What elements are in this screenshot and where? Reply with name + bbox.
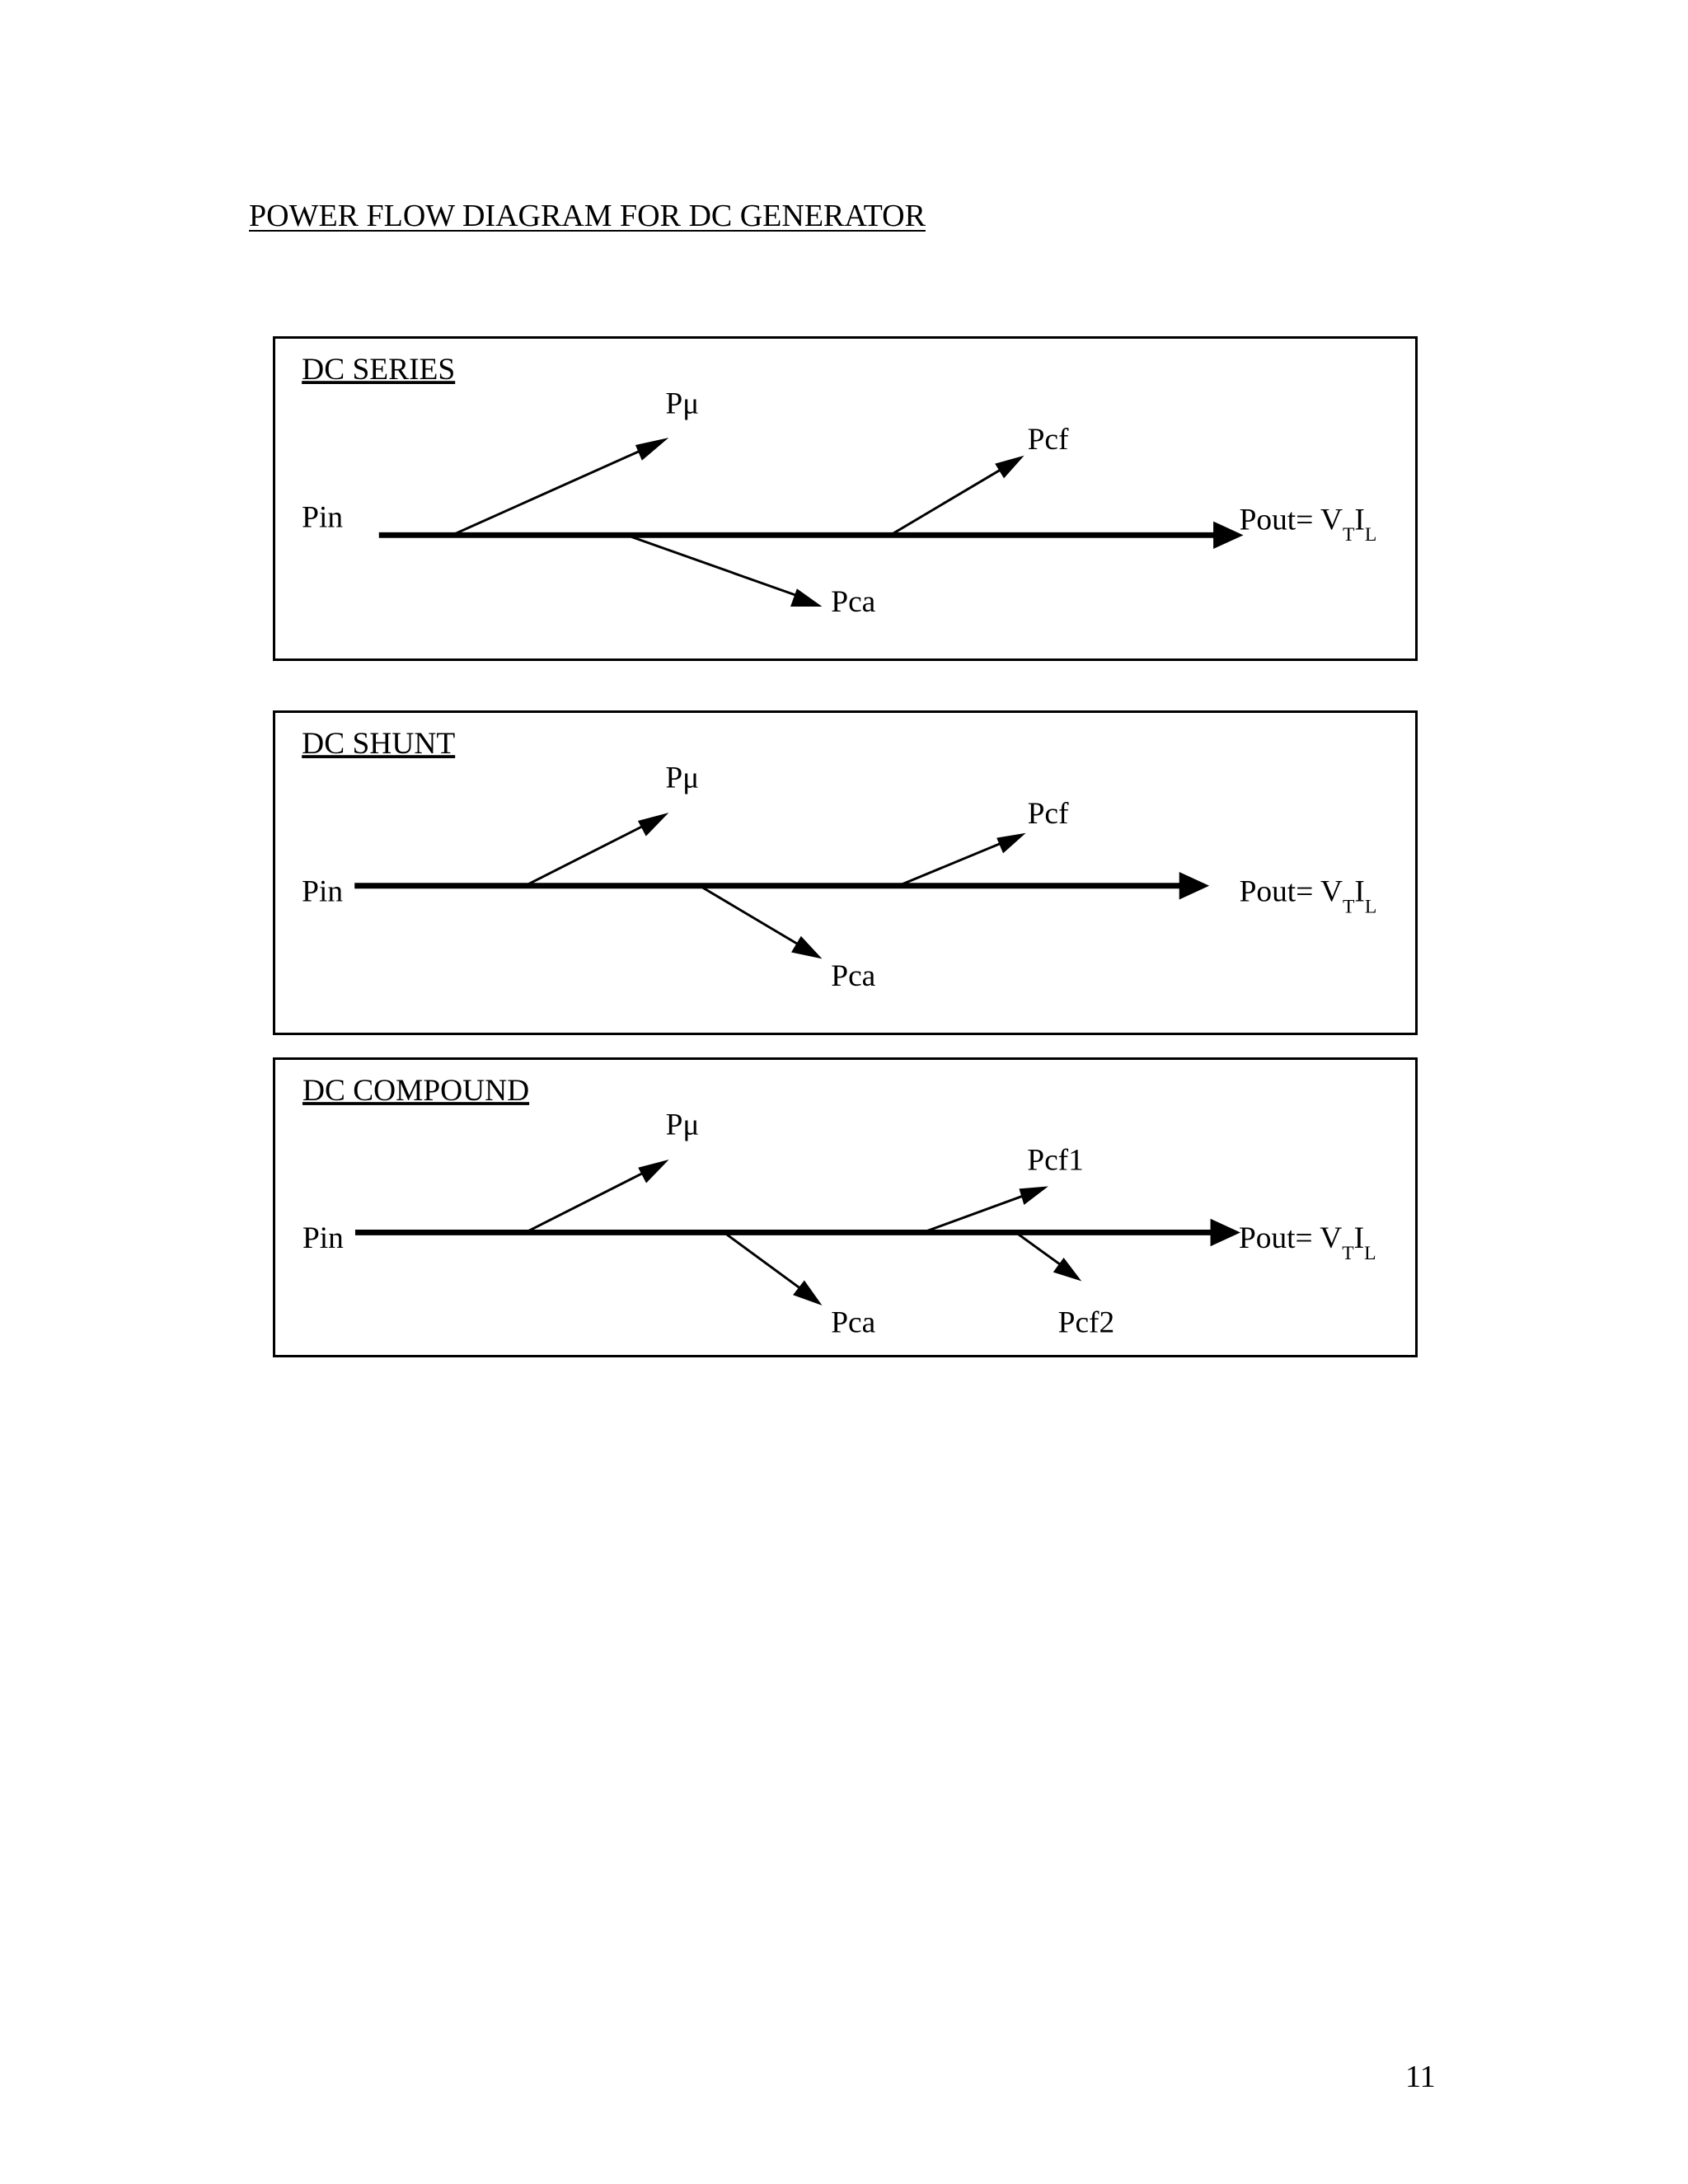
loss-branch-arrowhead: [638, 813, 668, 837]
page-title: POWER FLOW DIAGRAM FOR DC GENERATOR: [249, 199, 926, 233]
main-flow-arrowhead: [1179, 872, 1209, 899]
loss-label: Pca: [831, 958, 876, 993]
power-flow-diagram-series: [275, 339, 1415, 658]
loss-branch-arrowhead: [793, 1281, 822, 1305]
loss-branch-arrowhead: [638, 1160, 668, 1183]
input-label: Pin: [302, 500, 344, 535]
loss-label: Pμ: [665, 1108, 700, 1142]
loss-branch-line: [890, 463, 1012, 536]
loss-label: Pca: [831, 584, 876, 619]
loss-branch-line: [922, 1192, 1034, 1232]
loss-branch-line: [626, 535, 805, 598]
input-label: Pin: [302, 1221, 344, 1256]
output-label: Pout= $V_TI_L$: [1239, 874, 1377, 918]
panel-dc-shunt: [273, 710, 1418, 1035]
panel-title: DC SERIES: [302, 353, 456, 387]
power-flow-diagram-shunt: [275, 713, 1415, 1033]
loss-branch-arrowhead: [790, 588, 822, 607]
output-label: Pout= $V_TI_L$: [1238, 1221, 1376, 1264]
input-label: Pin: [302, 874, 344, 909]
loss-branch-line: [898, 839, 1012, 886]
loss-branch-arrowhead: [995, 456, 1024, 479]
panel-dc-compound: [273, 1057, 1418, 1357]
page-number: 11: [1405, 2060, 1436, 2094]
loss-branch-line: [452, 444, 654, 535]
loss-branch-arrowhead: [791, 936, 822, 959]
power-flow-diagram-compound: [275, 1060, 1415, 1355]
output-label: Pout= $V_TI_L$: [1239, 503, 1377, 546]
panel-dc-series: [273, 336, 1418, 661]
loss-label: Pcf1: [1027, 1143, 1084, 1178]
loss-label: Pcf: [1027, 796, 1069, 831]
loss-branch-arrowhead: [635, 438, 668, 461]
loss-label: Pca: [831, 1305, 876, 1340]
loss-branch-arrowhead: [1019, 1186, 1048, 1205]
panel-title: DC SHUNT: [302, 727, 456, 762]
loss-label: Pcf: [1027, 422, 1069, 457]
loss-label: Pμ: [665, 761, 700, 795]
loss-label: Pcf2: [1057, 1305, 1115, 1340]
main-flow-arrowhead: [1211, 1219, 1240, 1246]
loss-label: Pμ: [665, 387, 700, 421]
loss-branch-line: [526, 1167, 655, 1233]
loss-branch-line: [525, 820, 655, 886]
loss-branch-line: [724, 1232, 809, 1295]
loss-branch-line: [700, 886, 808, 950]
panel-title: DC COMPOUND: [302, 1074, 530, 1108]
loss-branch-arrowhead: [996, 833, 1025, 854]
